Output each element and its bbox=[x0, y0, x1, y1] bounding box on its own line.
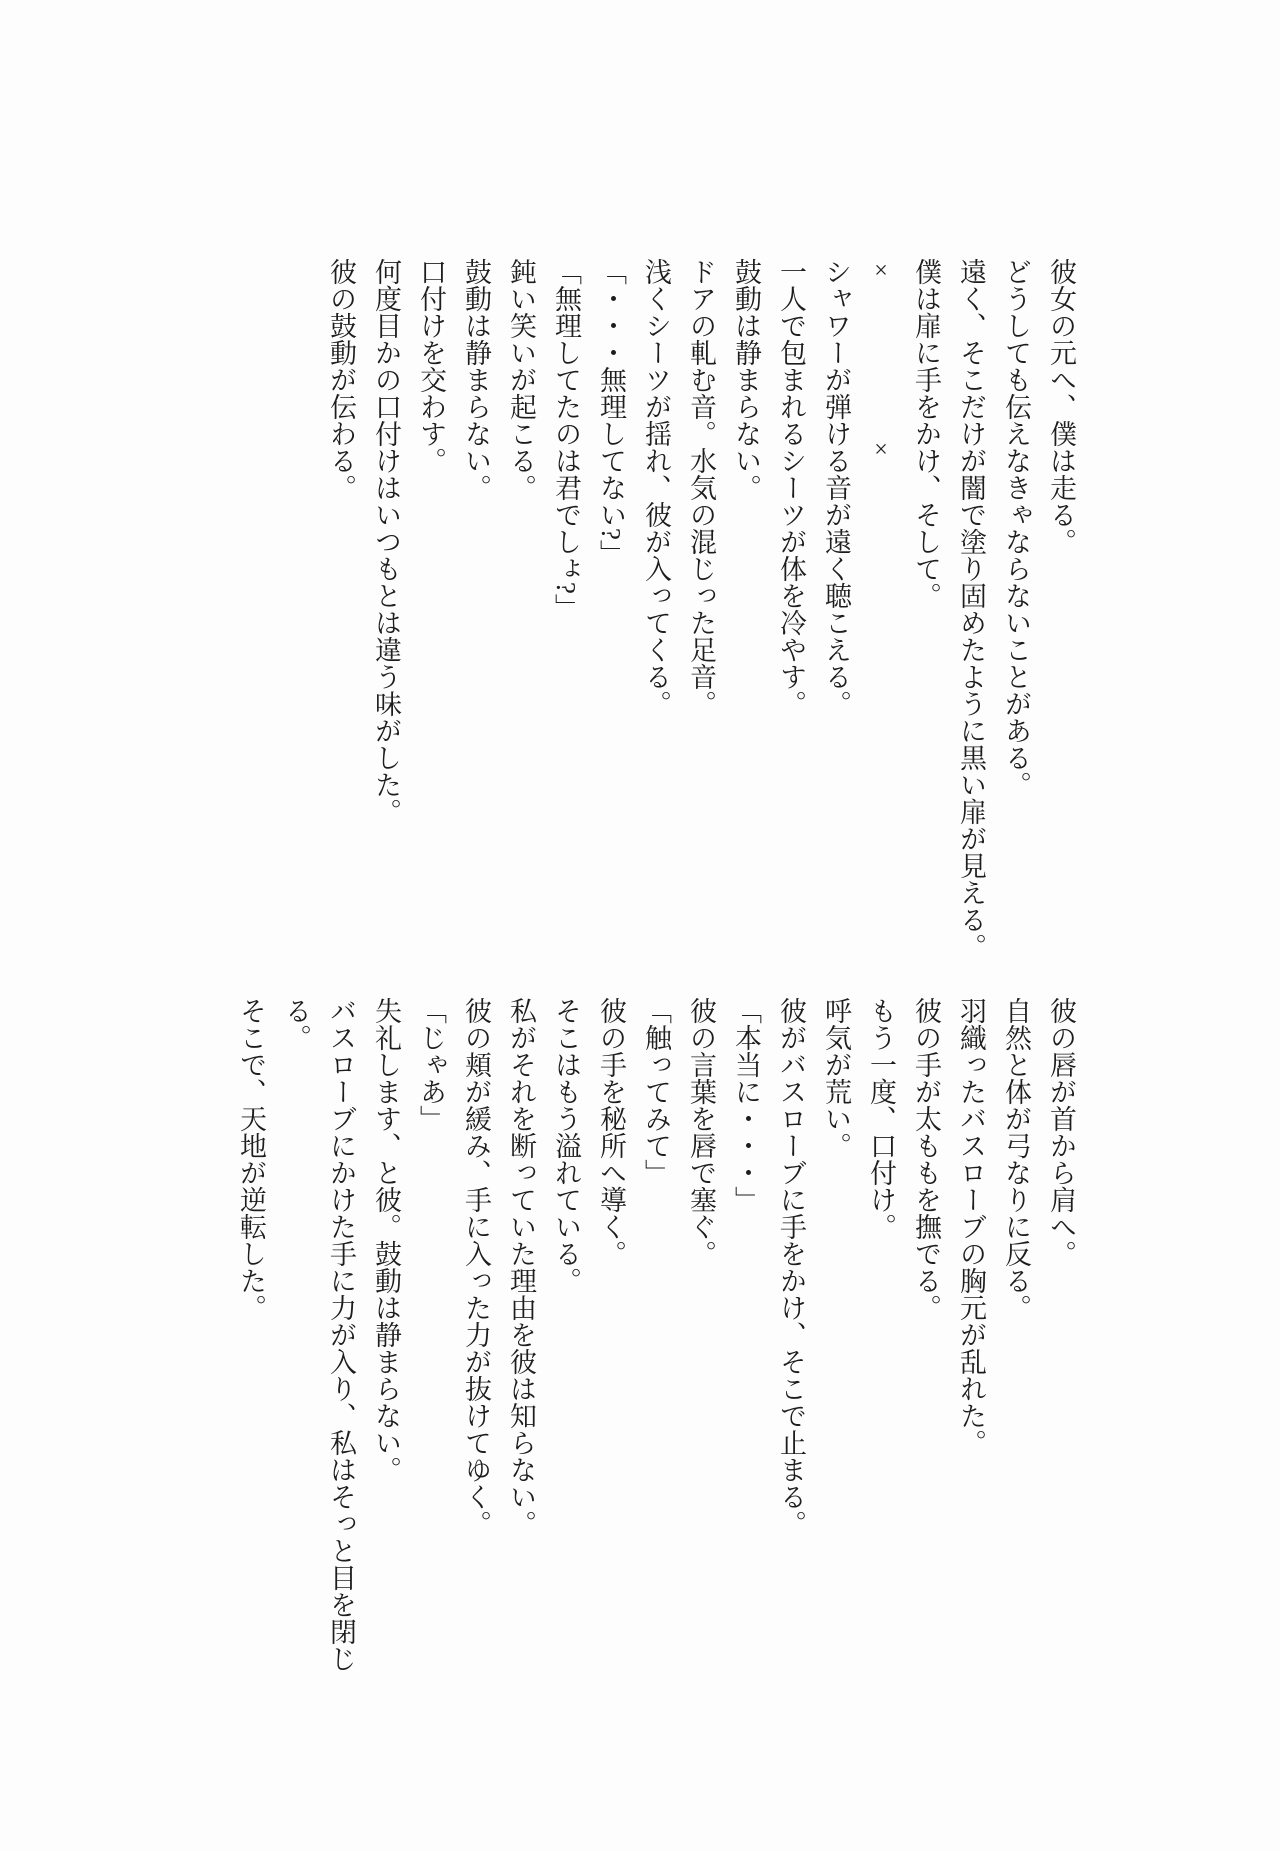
dialogue-line: 「触ってみて」 bbox=[641, 997, 671, 1186]
text-line: 失礼します、と彼。鼓動は静まらない。 bbox=[371, 997, 401, 1483]
text-line: 私がそれを断っていた理由を彼は知らない。 bbox=[506, 997, 536, 1537]
text-line: 僕は扉に手をかけ、そして。 bbox=[911, 258, 941, 609]
text-line: 彼の言葉を唇で塞ぐ。 bbox=[686, 997, 716, 1267]
multiply-sign-separator-2: × bbox=[868, 437, 894, 463]
text-line: 鈍い笑いが起こる。 bbox=[506, 258, 536, 501]
scene-break-separator bbox=[858, 258, 903, 970]
text-line: 彼の手を秘所へ導く。 bbox=[596, 997, 626, 1267]
text-line: 自然と体が弓なりに反る。 bbox=[1001, 997, 1031, 1321]
multiply-sign-separator-1: × bbox=[868, 258, 894, 284]
text-line: 彼の鼓動が伝わる。 bbox=[326, 258, 356, 501]
passage-top bbox=[318, 258, 1083, 970]
text-line: 何度目かの口付けはいつもとは違う味がした。 bbox=[371, 258, 401, 825]
text-line: 一人で包まれるシーツが体を冷やす。 bbox=[776, 258, 806, 717]
text-line: 彼女の元へ、僕は走る。 bbox=[1046, 258, 1076, 555]
dialogue-line: 「無理してたのは君でしょ?」 bbox=[551, 258, 581, 621]
text-line: 鼓動は静まらない。 bbox=[731, 258, 761, 501]
text-line: 彼の手が太ももを撫でる。 bbox=[911, 997, 941, 1321]
passage-bottom bbox=[228, 997, 1083, 1687]
text-line: 呼気が荒い。 bbox=[821, 997, 851, 1159]
text-line: 羽織ったバスローブの胸元が乱れた。 bbox=[956, 997, 986, 1456]
dialogue-line: 「本当に・・・」 bbox=[731, 997, 761, 1213]
text-line: ドアの軋む音。水気の混じった足音。 bbox=[686, 258, 716, 717]
text-line: シャワーが弾ける音が遠く聴こえる。 bbox=[821, 258, 851, 717]
text-line: 鼓動は静まらない。 bbox=[461, 258, 491, 501]
text-line: 口付けを交わす。 bbox=[416, 258, 446, 474]
text-line: 彼の頬が緩み、手に入った力が抜けてゆく。 bbox=[461, 997, 491, 1537]
text-line: 彼の唇が首から肩へ。 bbox=[1046, 997, 1076, 1267]
text-line: もう一度、口付け。 bbox=[866, 997, 896, 1240]
dialogue-line: 「じゃあ」 bbox=[416, 997, 446, 1132]
text-line: 遠く、そこだけが闇で塗り固めたように黒い扉が見える。 bbox=[956, 258, 986, 960]
text-line: 浅くシーツが揺れ、彼が入ってくる。 bbox=[641, 258, 671, 717]
text-line: バスローブにかけた手に力が入り、私はそっと目を閉じる。 bbox=[281, 997, 356, 1672]
text-line: 彼がバスローブに手をかけ、そこで止まる。 bbox=[776, 997, 806, 1537]
text-line: そこで、天地が逆転した。 bbox=[236, 997, 266, 1321]
text-line: どうしても伝えなきゃならないことがある。 bbox=[1001, 258, 1031, 798]
text-line: そこはもう溢れている。 bbox=[551, 997, 581, 1294]
dialogue-line: 「・・・無理してない?」 bbox=[596, 258, 626, 567]
